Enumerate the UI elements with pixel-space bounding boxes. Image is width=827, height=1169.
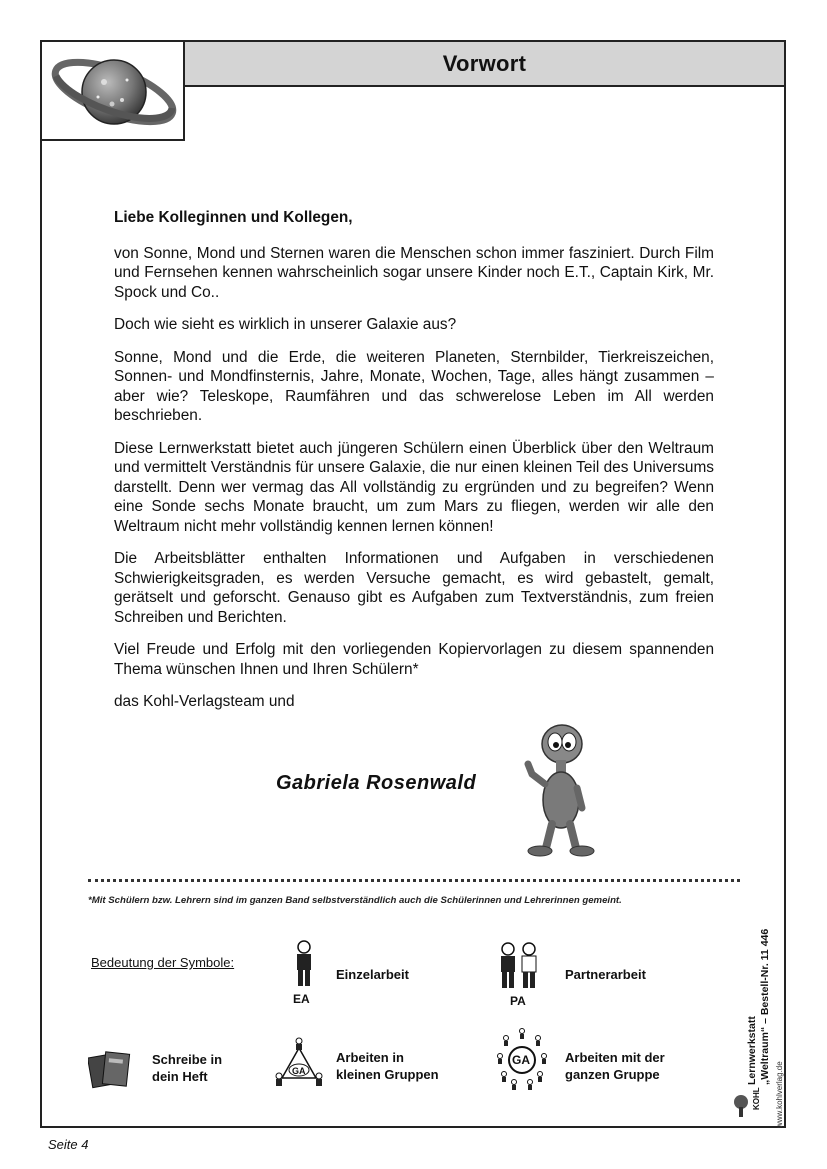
page-title: Vorwort — [442, 50, 527, 76]
greeting: Liebe Kolleginnen und Kollegen, — [114, 209, 353, 226]
symbol-label-ga-whole — [565, 1049, 665, 1083]
symbol-code-ga-small: GA — [292, 1066, 306, 1076]
label-line: ganzen Gruppe — [565, 1067, 660, 1082]
paragraph: Diese Lernwerkstatt bietet auch jüngeren Schülern einen Überblick über den Weltraum und vermittelt Verständnis für unsere Galaxie, die nur einen kleinen Teil des Universums darstellt. Denn wer vermag das All vollständig zu ergründen und zu begreifen? Wenn eine Sonde sechs Monate braucht, um zum Mars zu fliegen, werden wir alle den Weltraum nicht mehr vollständig kennen lernen können! — [114, 439, 714, 535]
legend-colon: : — [230, 955, 235, 970]
letter-body — [114, 208, 714, 725]
label-line: Schreibe in — [152, 1052, 223, 1067]
paragraph: von Sonne, Mond und Sternen waren die Menschen schon immer fasziniert. Durch Film und Fernsehen kennen wahrscheinlich sogar unsere Kinder noch E.T., Captain Kirk, Mr. Spock und Co.. — [114, 244, 714, 301]
symbol-code-pa: PA — [510, 994, 526, 1008]
single-person-icon — [292, 940, 316, 990]
series-name: Lernwerkstatt — [746, 1016, 758, 1085]
symbol-code-ga-whole: GA — [512, 1053, 530, 1067]
paragraph: Sonne, Mond und die Erde, die weiteren Planeten, Sternbilder, Tierkreiszeichen, Sonnen- und Mondfinsternis, Jahre, Monate, Wochen, Tage, alles hängt zusammen – aber wie? Teleskope, Raumfähren und das schwerelose Leben im All werden beschrieben. — [114, 348, 714, 424]
planet-logo-box — [40, 40, 185, 141]
alien-icon — [518, 722, 600, 858]
small-group-icon — [274, 1036, 324, 1090]
signature: Gabriela Rosenwald — [276, 772, 477, 794]
symbol-label-heft — [152, 1051, 222, 1085]
symbol-label-pa: Partnerarbeit — [565, 967, 646, 982]
pair-icon — [497, 942, 541, 992]
publisher-logo — [730, 1094, 752, 1118]
label-line: Arbeiten in — [336, 1050, 404, 1065]
website: www.kohlverlag.de — [775, 1061, 784, 1128]
saturn-icon — [42, 42, 183, 139]
paragraph: Viel Freude und Erfolg mit den vorliegenden Kopiervorlagen zu diesem spannenden Thema wünschen Ihnen und Ihren Schülern* — [114, 641, 714, 678]
notebook-icon — [88, 1050, 132, 1090]
publisher-name: KOHL — [752, 1087, 761, 1110]
paragraph: das Kohl-Verlagsteam und — [114, 693, 295, 710]
alien-illustration — [518, 722, 600, 858]
label-line: kleinen Gruppen — [336, 1067, 439, 1082]
symbol-label-ea: Einzelarbeit — [336, 967, 409, 982]
paragraph: Die Arbeitsblätter enthalten Informationen und Aufgaben in verschiedenen Schwierigkeitsgraden, es werden Versuche gemacht, es wird gebastelt, gemalt, gerätselt und geforscht. Genauso gibt es Aufgaben zum Textverständnis, zum freien Schreiben und Berichten. — [114, 550, 714, 626]
footnote: *Mit Schülern bzw. Lehrern sind im ganzen Band selbstverständlich auch die Schülerinnen und Lehrerinnen gemeint. — [88, 895, 622, 906]
page-number: Seite 4 — [48, 1137, 89, 1152]
label-line: dein Heft — [152, 1069, 208, 1084]
divider — [88, 879, 740, 882]
symbol-label-ga-small — [336, 1049, 439, 1083]
title-bar — [183, 40, 786, 87]
legend-title — [91, 955, 234, 970]
order-number: „Weltraum“ – Bestell-Nr. 11 446 — [759, 928, 771, 1085]
paragraph: Doch wie sieht es wirklich in unserer Galaxie aus? — [114, 316, 457, 333]
legend-title-text: Bedeutung der Symbole — [91, 955, 231, 970]
series-info — [746, 835, 772, 1085]
label-line: Arbeiten mit der — [565, 1050, 665, 1065]
symbol-code-ea: EA — [293, 992, 310, 1006]
tree-icon — [730, 1094, 752, 1118]
